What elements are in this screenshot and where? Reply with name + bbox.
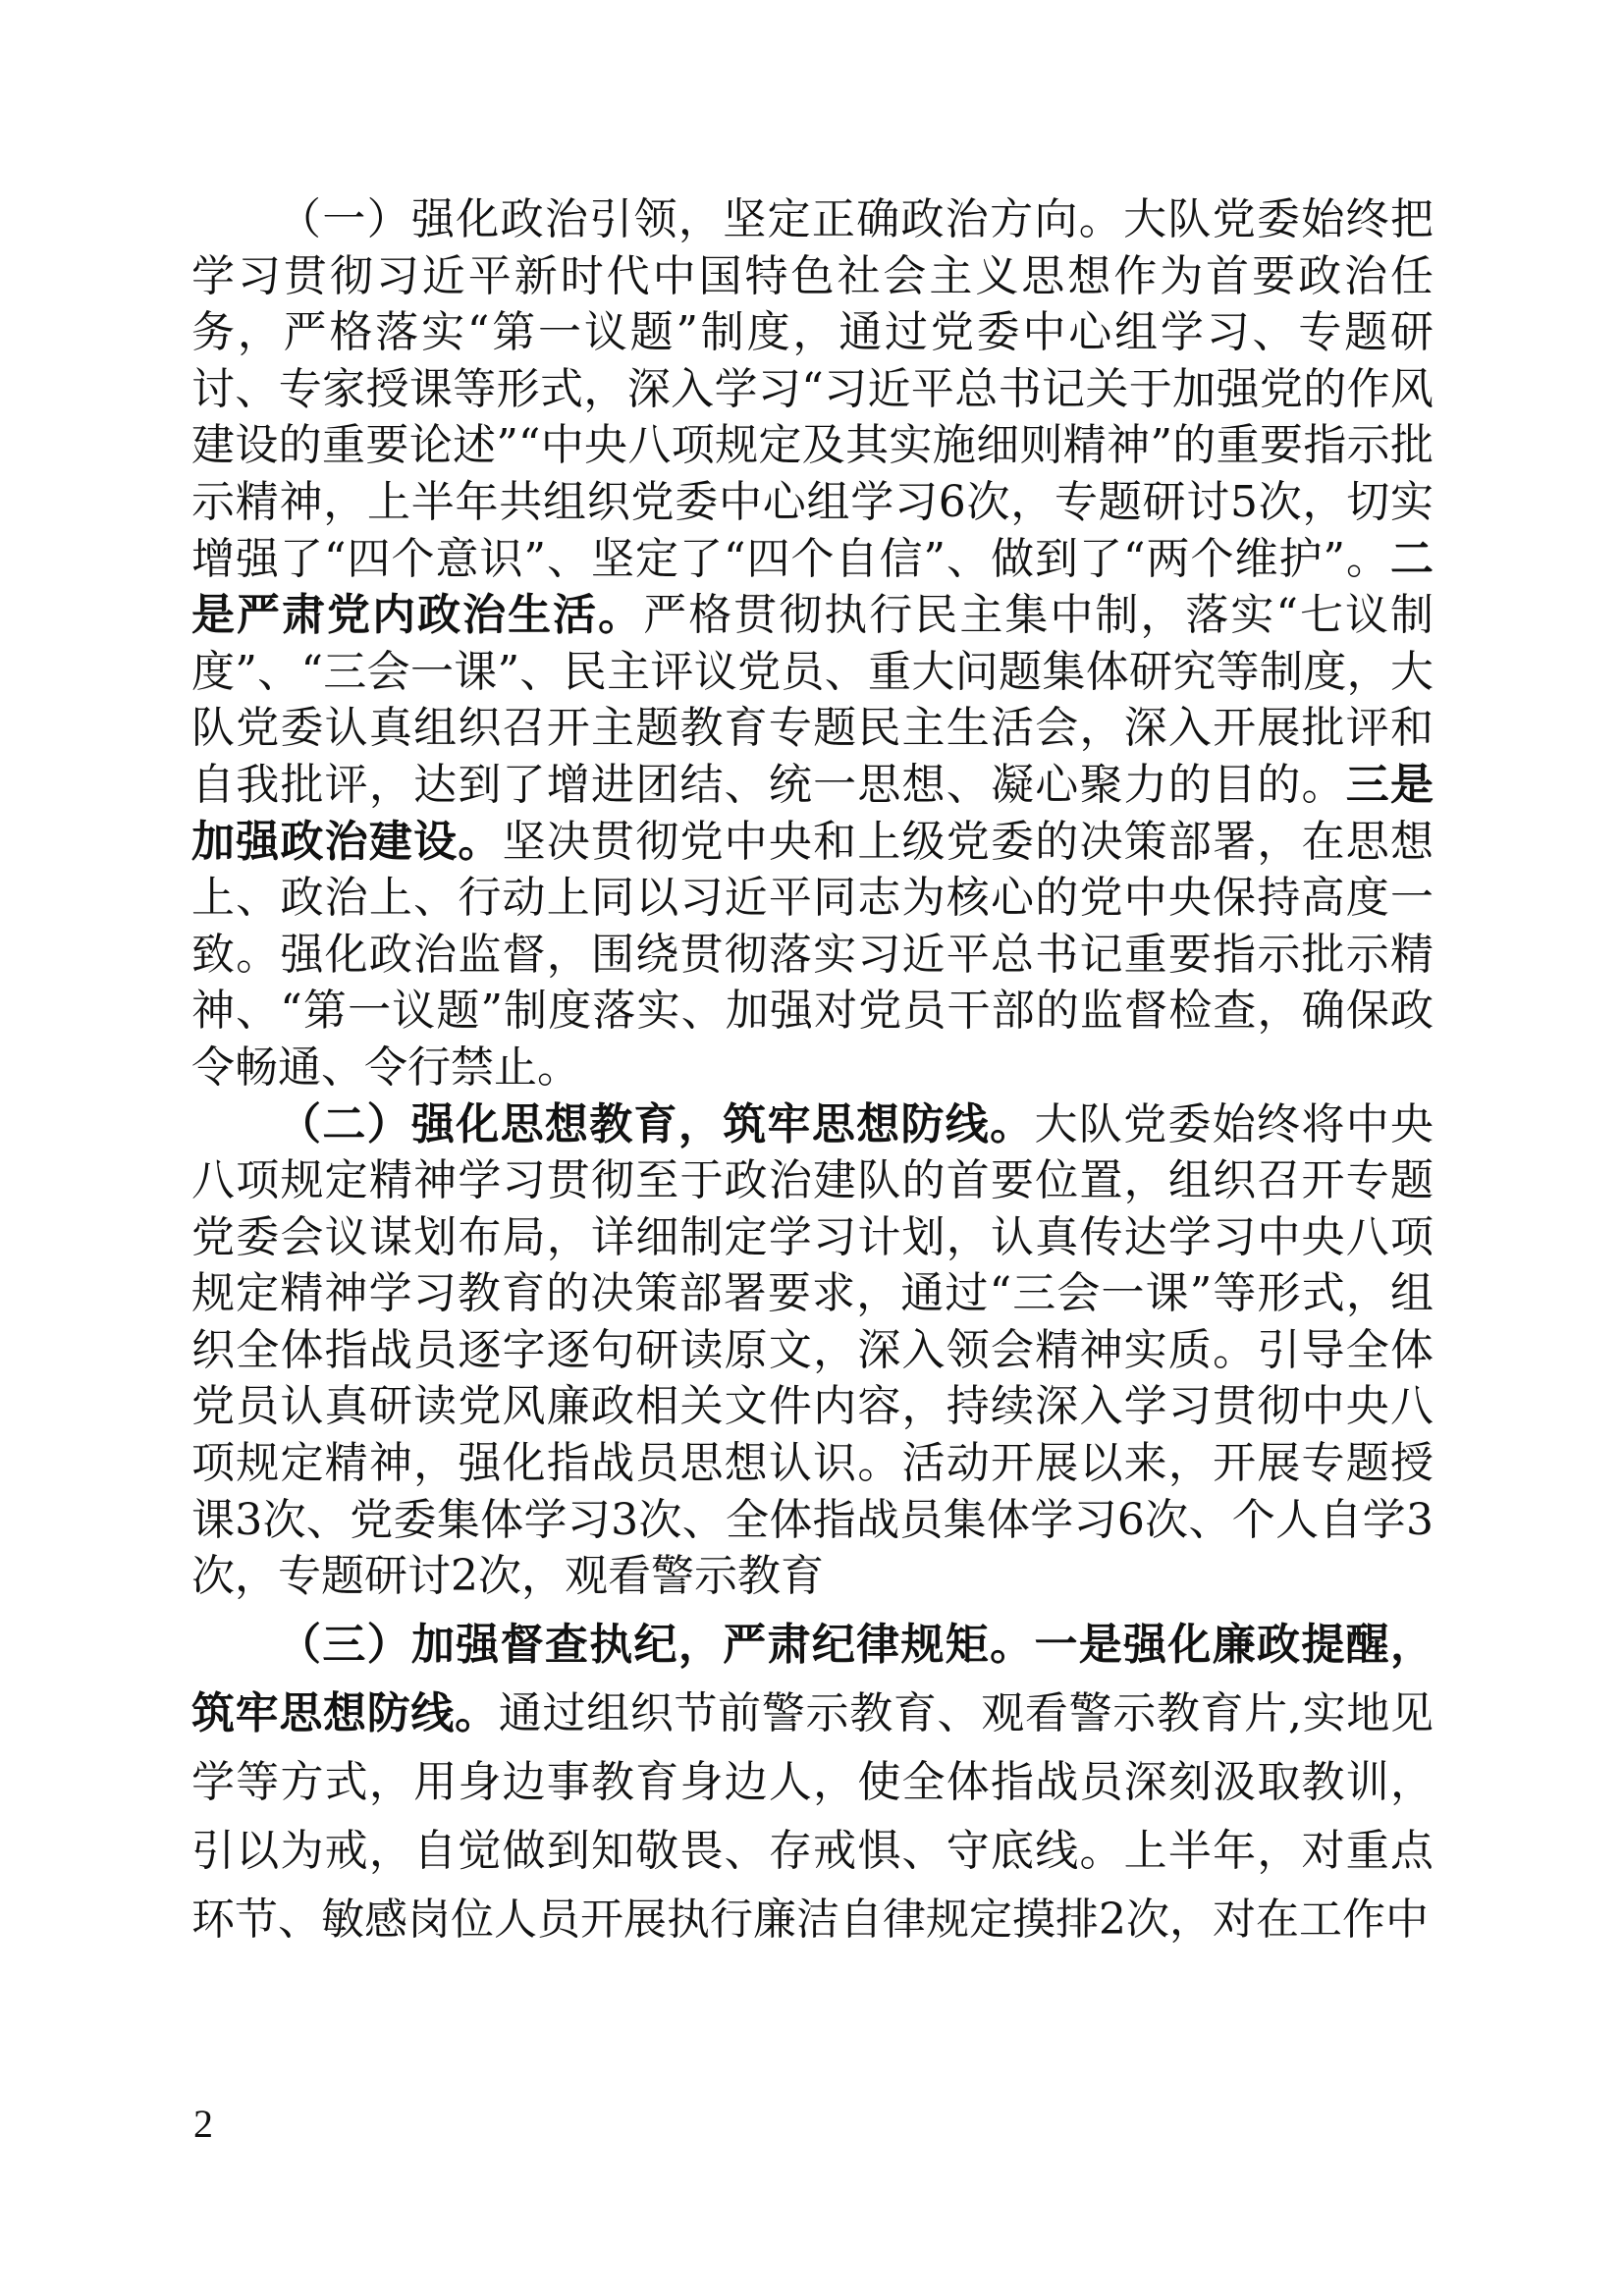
paragraph-discipline-supervision <box>191 1611 1434 1954</box>
page-number: 2 <box>193 2102 213 2146</box>
paragraph-political-guidance <box>191 191 1434 1096</box>
bold-heading-run: 二是严肃党内政治生活。 <box>191 533 1434 641</box>
text-run: （一）强化政治引领，坚定正确政治方向。大队党委始终把学习贯彻习近平新时代中国特色社会主义思想作为首要政治任务，严格落实“第一议题”制度，通过党委中心组学习、专题研讨、专家授课等形式，深入学习“习近平总书记关于加强党的作风建设的重要论述”“中央八项规定及其实施细则精神”的重要指示批示精神，上半年共组织党委中心组学习6次，专题研讨5次，切实增强了“四个意识”、坚定了“四个自信”、做到了“两个维护”。 <box>191 194 1434 584</box>
text-run: 坚决贯彻党中央和上级党委的决策部署，在思想上、政治上、行动上同以习近平同志为核心的党中央保持高度一致。强化政治监督，围绕贯彻落实习近平总书记重要指示批示精神、“第一议题”制度落实、加强对党员干部的监督检查，确保政令畅通、令行禁止。 <box>191 816 1434 1093</box>
text-run: 大队党委始终将中央八项规定精神学习贯彻至于政治建队的首要位置，组织召开专题党委会议谋划布局，详细制定学习计划，认真传达学习中央八项规定精神学习教育的决策部署要求，通过“三会一课”等形式，组织全体指战员逐字逐句研读原文，深入领会精神实质。引导全体党员认真研读党风廉政相关文件内容，持续深入学习贯彻中央八项规定精神，强化指战员思想认识。活动开展以来，开展专题授课3次、党委集体学习3次、全体指战员集体学习6次、个人自学3次，专题研讨2次，观看警示教育 <box>191 1098 1434 1602</box>
bold-heading-run: （二）强化思想教育，筑牢思想防线。 <box>278 1098 1035 1149</box>
text-run: 通过组织节前警示教育、观看警示教育片,实地见学等方式，用身边事教育身边人，使全体指战员深刻汲取教训，引以为戒，自觉做到知敬畏、存戒惧、守底线。上半年，对重点环节、敏感岗位人员开展执行廉洁自律规定摸排2次，对在工作中 <box>191 1687 1434 1945</box>
text-run: 严格贯彻执行民主集中制，落实“七议制度”、“三会一课”、民主评议党员、重大问题集体研究等制度，大队党委认真组织召开主题教育专题民主生活会，深入开展批评和自我批评，达到了增进团结、统一思想、凝心聚力的目的。 <box>191 590 1434 810</box>
paragraph-ideological-education <box>191 1096 1434 1605</box>
bold-heading-run: （三）加强督查执纪，严肃纪律规矩。一是强化廉政提醒，筑牢思想防线。 <box>191 1619 1434 1738</box>
document-body <box>191 191 1434 1954</box>
bold-heading-run: 三是加强政治建设。 <box>191 759 1434 867</box>
